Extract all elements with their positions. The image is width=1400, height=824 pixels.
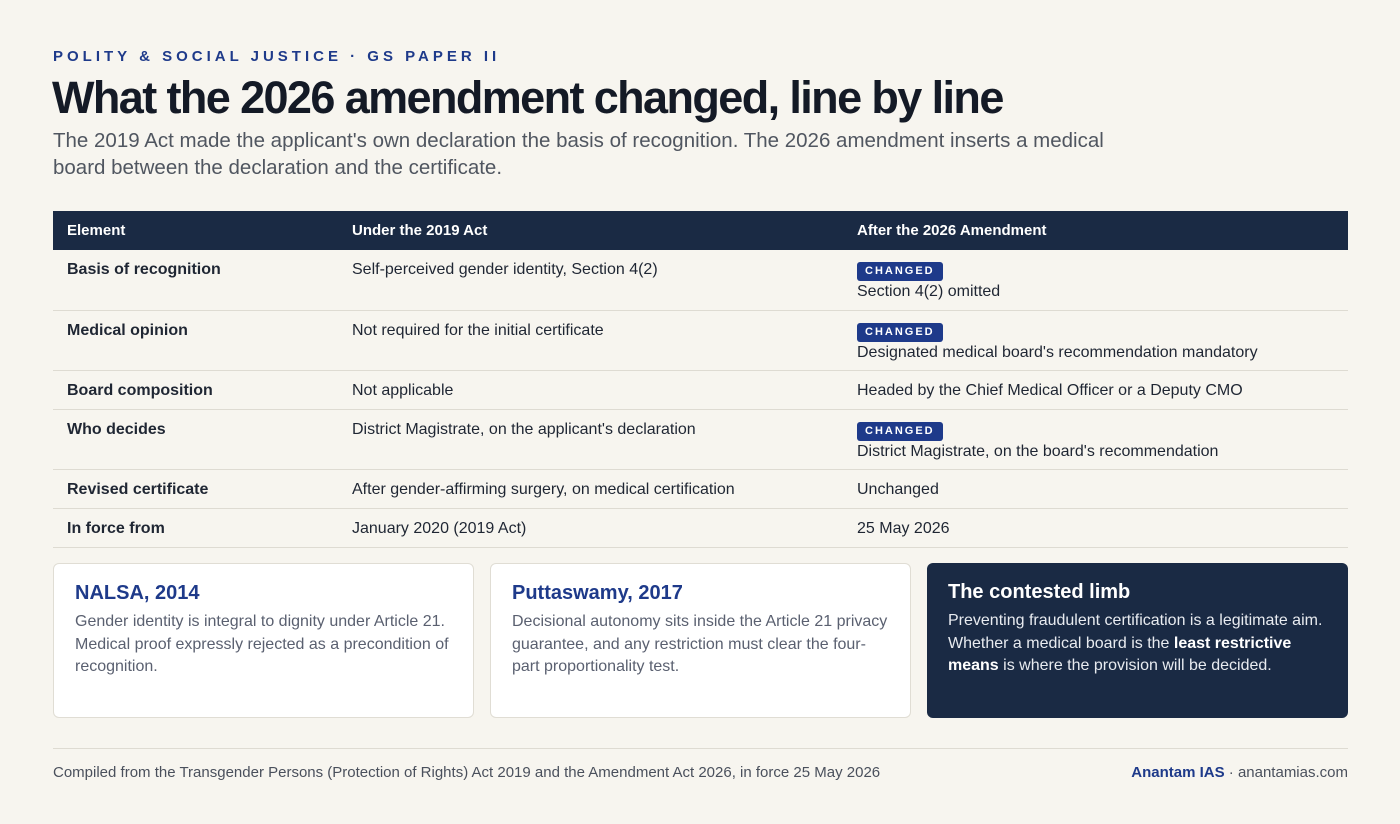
row-before: After gender-affirming surgery, on medical certification xyxy=(338,469,843,508)
table-header-row xyxy=(53,211,1348,250)
card-body: Gender identity is integral to dignity under Article 21. Medical proof expressly rejected as a precondition of recognition. xyxy=(75,613,449,675)
row-before: Self-perceived gender identity, Section 4(2) xyxy=(338,250,843,310)
site-link[interactable]: anantamias.com xyxy=(1237,764,1348,781)
row-after-text: 25 May 2026 xyxy=(857,519,950,537)
row-after xyxy=(843,370,1348,409)
row-element: Revised certificate xyxy=(53,469,338,508)
row-before: January 2020 (2019 Act) xyxy=(338,508,843,547)
card-body-post: is where the provision will be decided. xyxy=(998,657,1272,674)
card-title: NALSA, 2014 xyxy=(75,582,200,604)
row-after-text: Unchanged xyxy=(857,480,939,498)
row-after xyxy=(843,469,1348,508)
row-after xyxy=(843,409,1348,469)
table-row xyxy=(53,310,1348,370)
footer-credit xyxy=(1131,764,1348,781)
card-nalsa xyxy=(53,563,474,718)
footer-divider xyxy=(53,748,1348,749)
row-element: Basis of recognition xyxy=(53,250,338,310)
card-body: Decisional autonomy sits inside the Article 21 privacy guarantee, and any restriction must clear the four-part proportionality test. xyxy=(512,613,888,675)
comparison-table xyxy=(53,211,1348,548)
changed-badge: CHANGED xyxy=(857,323,943,342)
row-after xyxy=(843,250,1348,310)
page-title: What the 2026 amendment changed, line by line xyxy=(52,72,1003,123)
lede: The 2019 Act made the applicant's own declaration the basis of recognition. The 2026 amendment inserts a medical board between the declaration and the certificate. xyxy=(53,129,1104,179)
table-row xyxy=(53,469,1348,508)
header-element: Element xyxy=(53,211,338,250)
card-title: Puttaswamy, 2017 xyxy=(512,582,683,604)
row-element: Who decides xyxy=(53,409,338,469)
table-row xyxy=(53,370,1348,409)
eyebrow: POLITY & SOCIAL JUSTICE · GS PAPER II xyxy=(53,48,501,65)
row-element: In force from xyxy=(53,508,338,547)
table-row xyxy=(53,409,1348,469)
row-after-text: District Magistrate, on the board's recommendation xyxy=(857,442,1219,460)
card-body-pre: Preventing fraudulent certification is a legitimate aim. Whether a medical board is the xyxy=(948,612,1323,652)
row-after xyxy=(843,310,1348,370)
card-puttaswamy xyxy=(490,563,911,718)
row-element: Medical opinion xyxy=(53,310,338,370)
card-body xyxy=(948,610,1327,678)
header-2026: After the 2026 Amendment xyxy=(843,211,1348,250)
changed-badge: CHANGED xyxy=(857,422,943,441)
row-after-text: Designated medical board's recommendation mandatory xyxy=(857,343,1258,361)
card-contested-limb xyxy=(927,563,1348,718)
brand-name: Anantam IAS xyxy=(1131,764,1225,781)
row-after-text: Section 4(2) omitted xyxy=(857,283,1001,300)
card-body-emphasis: least restrictive means xyxy=(948,634,1292,674)
table-row xyxy=(53,250,1348,310)
row-before: Not required for the initial certificate xyxy=(338,310,843,370)
row-element: Board composition xyxy=(53,370,338,409)
header-2019: Under the 2019 Act xyxy=(338,211,843,250)
row-before: District Magistrate, on the applicant's declaration xyxy=(338,409,843,469)
footer-source: Compiled from the Transgender Persons (Protection of Rights) Act 2019 and the Amendment Act 2026, in force 25 May 2026 xyxy=(53,764,881,781)
table-row xyxy=(53,508,1348,547)
row-after-text: Headed by the Chief Medical Officer or a Deputy CMO xyxy=(857,381,1243,399)
footer-separator: · xyxy=(1224,764,1238,781)
row-after xyxy=(843,508,1348,547)
card-title: The contested limb xyxy=(948,581,1131,603)
changed-badge: CHANGED xyxy=(857,262,943,281)
row-before: Not applicable xyxy=(338,370,843,409)
